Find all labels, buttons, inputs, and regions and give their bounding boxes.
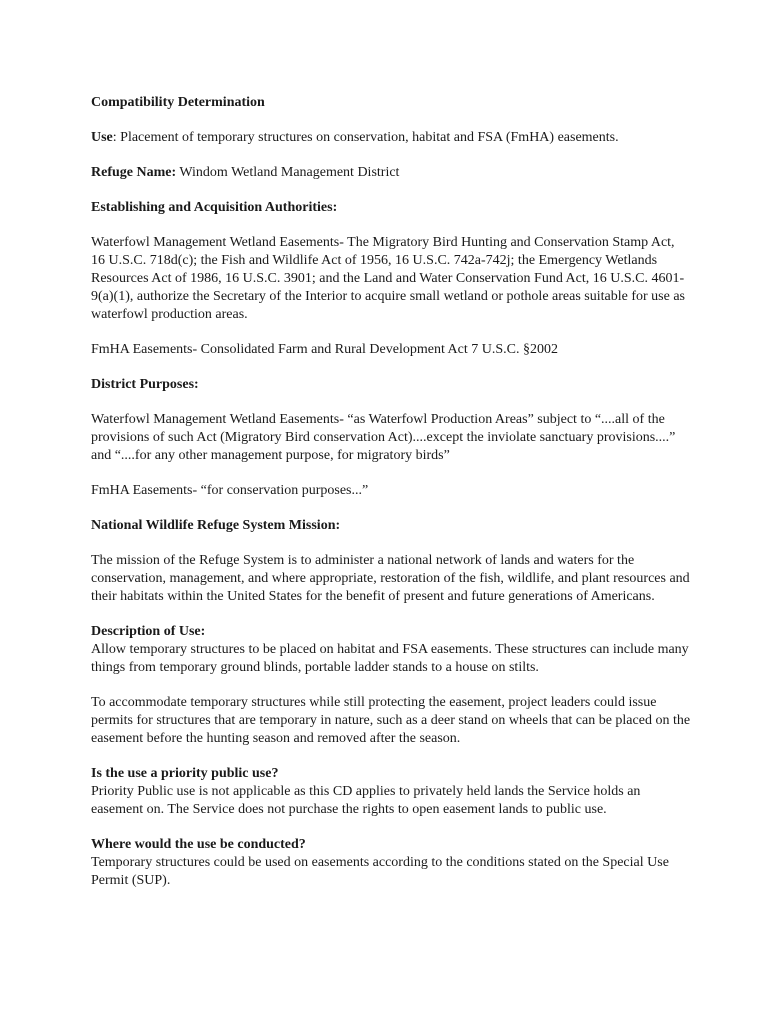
authorities-paragraph-waterfowl: Waterfowl Management Wetland Easements- The Migratory Bird Hunting and Conservation Stamp Act, 16 U.S.C. 718d(c); the Fish and Wildlife Act of 1956, 16 U.S.C. 742a-742j; the Emergency Wetlands Resources Act of 1986, 16 U.S.C. 3901; and the Land and Water Conservation Fund Act, 16 U.S.C. 4601-9(a)(1), authorize the Secretary of the Interior to acquire small wetland or pothole areas suitable for use as waterfowl production areas. [91,235,685,322]
description-paragraph-1: Allow temporary structures to be placed on habitat and FSA easements. These structures can include many things from temporary ground blinds, portable ladder stands to a house on stilts. [91,642,689,675]
purposes-paragraph-waterfowl: Waterfowl Management Wetland Easements- “as Waterfowl Production Areas” subject to “....all of the provisions of such Act (Migratory Bird conservation Act)....except the inviolate sanctuary provisions....” and “....for any other management purpose, for migratory birds” [91,412,676,463]
mission-heading: National Wildlife Refuge System Mission: [91,518,341,533]
refuge-name-text: Windom Wetland Management District [176,165,400,180]
use-statement [91,129,691,147]
where-paragraph: Temporary structures could be used on easements according to the conditions stated on the Special Use Permit (SUP). [91,855,669,888]
description-heading: Description of Use: [91,624,206,639]
mission-paragraph: The mission of the Refuge System is to administer a national network of lands and waters for the conservation, management, and where appropriate, restoration of the fish, wildlife, and plant resources and their habitats within the United States for the benefit of present and future generations of Americans. [91,553,690,604]
use-text: : Placement of temporary structures on conservation, habitat and FSA (FmHA) easements. [112,130,619,145]
document-title: Compatibility Determination [91,95,265,110]
priority-heading: Is the use a priority public use? [91,766,279,781]
purposes-paragraph-fmha: FmHA Easements- “for conservation purposes...” [91,483,369,498]
refuge-name-statement [91,164,691,182]
description-paragraph-2: To accommodate temporary structures while still protecting the easement, project leaders could issue permits for structures that are temporary in nature, such as a deer stand on wheels that can be placed on the easement before the hunting season and removed after the season. [91,695,691,746]
document-page [91,94,691,907]
purposes-heading: District Purposes: [91,377,199,392]
refuge-name-label: Refuge Name: [91,165,177,180]
authorities-paragraph-fmha: FmHA Easements- Consolidated Farm and Rural Development Act 7 U.S.C. §2002 [91,342,559,357]
where-heading: Where would the use be conducted? [91,837,306,852]
authorities-heading: Establishing and Acquisition Authorities: [91,200,338,215]
priority-paragraph: Priority Public use is not applicable as this CD applies to privately held lands the Service holds an easement on. The Service does not purchase the rights to open easement lands to public use. [91,784,641,817]
use-label: Use [91,130,113,145]
